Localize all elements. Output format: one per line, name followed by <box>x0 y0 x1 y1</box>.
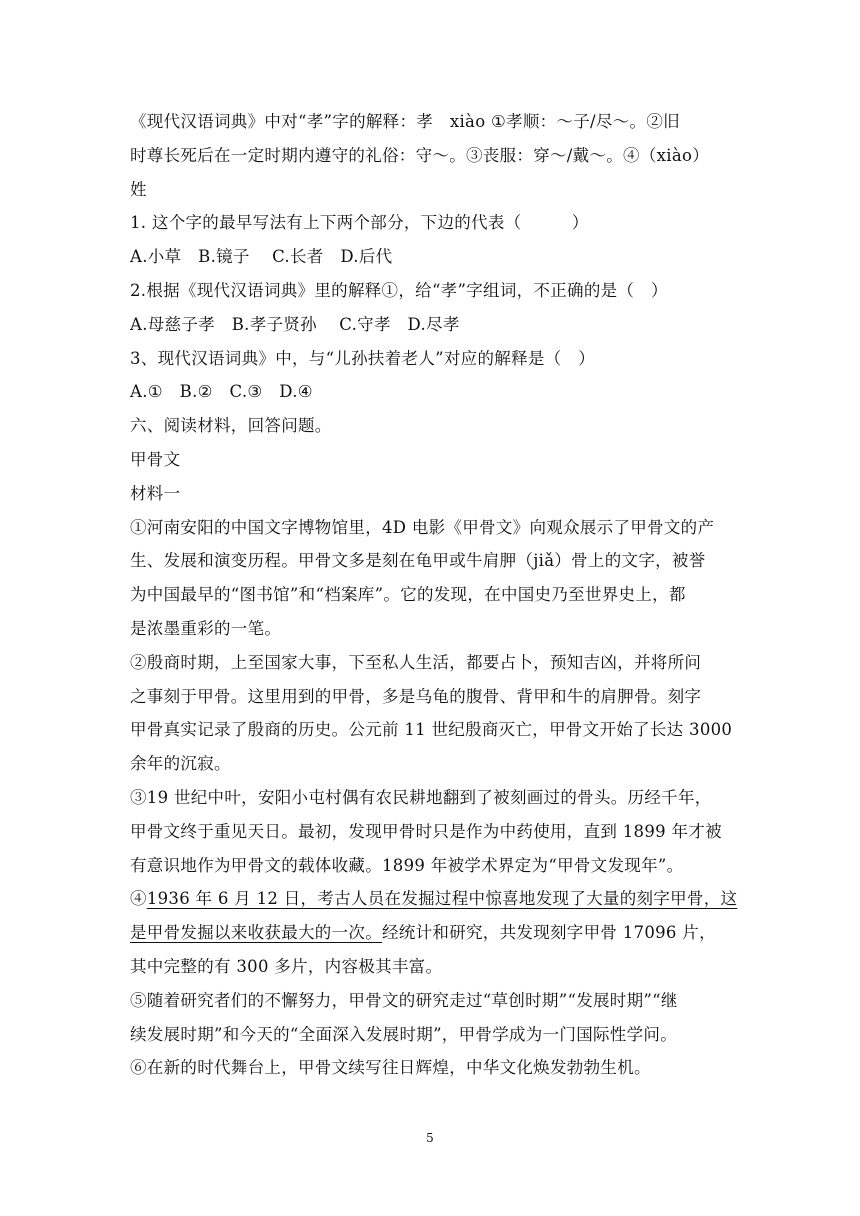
dictionary-line-3: 姓 <box>130 179 147 199</box>
paragraph-line: 有意识地作为甲骨文的载体收藏。1899 年被学术界定为“甲骨文发现年”。 <box>130 855 684 875</box>
material-label: 材料一 <box>130 483 181 503</box>
question-3-stem: 3、现代汉语词典》中，与“儿孙扶着老人”对应的解释是（ ） <box>130 348 596 368</box>
question-2-options: A.母慈子孝 B.孝子贤孙 C.守孝 D.尽孝 <box>130 314 460 334</box>
paragraph-3 <box>130 781 742 882</box>
paragraph-4-marker: ④ <box>130 889 147 909</box>
paragraph-5 <box>130 984 742 1052</box>
paragraph-line: ①河南安阳的中国文字博物馆里，4D 电影《甲骨文》向观众展示了甲骨文的产 <box>130 517 715 537</box>
paragraph-line: 之事刻于甲骨。这里用到的甲骨，多是乌龟的腹骨、背甲和牛的肩胛骨。刻字 <box>130 686 702 706</box>
paragraph-6 <box>130 1051 742 1085</box>
paragraph-line: 甲骨真实记录了殷商的历史。公元前 11 世纪殷商灭亡，甲骨文开始了长达 3000 <box>130 720 733 740</box>
paragraph-line: 甲骨文终于重见天日。最初，发现甲骨时只是作为中药使用，直到 1899 年才被 <box>130 821 722 841</box>
paragraph-line: ②殷商时期，上至国家大事，下至私人生活，都要占卜，预知吉凶，并将所问 <box>130 652 702 672</box>
underlined-sentence: 是甲骨发掘以来收获最大的一次。 <box>130 923 382 943</box>
paragraph-line: 是浓墨重彩的一笔。 <box>130 618 282 638</box>
document-body <box>130 105 742 1085</box>
paragraph-4 <box>130 882 742 983</box>
article-title: 甲骨文 <box>130 449 181 469</box>
paragraph-text: 经统计和研究，共发现刻字甲骨 17096 片， <box>382 923 716 943</box>
paragraph-line: 为中国最早的“图书馆”和“档案库”。它的发现，在中国史乃至世界史上，都 <box>130 585 686 605</box>
paragraph-line <box>130 882 742 916</box>
page-number: 5 <box>426 1131 434 1145</box>
question-1-options: A.小草 B.镜子 C.长者 D.后代 <box>130 247 393 267</box>
dictionary-line-2: 时尊长死后在一定时期内遵守的礼俗：守～。③丧服：穿～/戴～。④（xiào） <box>130 145 710 165</box>
paragraph-line: ⑥在新的时代舞台上，甲骨文续写往日辉煌，中华文化焕发勃勃生机。 <box>130 1058 651 1078</box>
paragraph-2 <box>130 646 742 781</box>
section-heading: 六、阅读材料，回答问题。 <box>130 416 332 436</box>
paragraph-line: 余年的沉寂。 <box>130 754 231 774</box>
question-1-stem: 1. 这个字的最早写法有上下两个部分，下边的代表（ ） <box>130 213 589 233</box>
dictionary-line-1: 《现代汉语词典》中对“孝”字的解释：孝 xiào ①孝顺：～子/尽～。②旧 <box>130 112 680 131</box>
paragraph-1 <box>130 511 742 646</box>
paragraph-line: 其中完整的有 300 多片，内容极其丰富。 <box>130 956 443 976</box>
paragraph-line: 生、发展和演变历程。甲骨文多是刻在龟甲或牛肩胛（jiǎ）骨上的文字，被誉 <box>130 551 706 571</box>
paragraph-line: 续发展时期”和今天的“全面深入发展时期”，甲骨学成为一门国际性学问。 <box>130 1024 678 1044</box>
underlined-sentence: 1936 年 6 月 12 日，考古人员在发掘过程中惊喜地发现了大量的刻字甲骨，这 <box>146 889 738 909</box>
paragraph-line <box>130 916 742 950</box>
question-2-stem: 2.根据《现代汉语词典》里的解释①，给“孝”字组词，不正确的是（ ） <box>130 280 668 300</box>
question-3-options: A.① B.② C.③ D.④ <box>130 382 313 402</box>
paragraph-line: ③19 世纪中叶，安阳小屯村偶有农民耕地翻到了被刻画过的骨头。历经千年， <box>130 787 712 807</box>
paragraph-line: ⑤随着研究者们的不懈努力，甲骨文的研究走过“草创时期”“发展时期”“继 <box>130 990 678 1010</box>
